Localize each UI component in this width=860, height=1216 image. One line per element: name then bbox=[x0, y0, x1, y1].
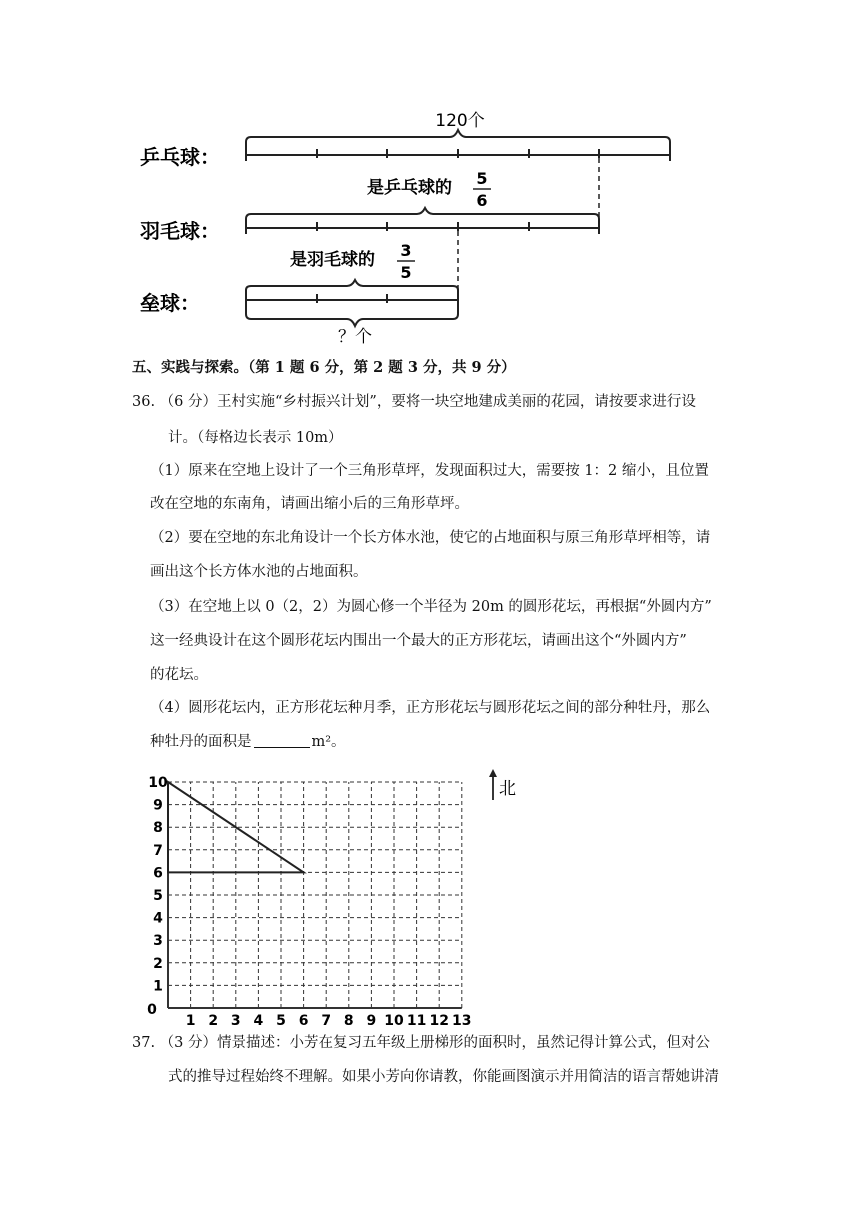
softball-bar bbox=[246, 294, 458, 306]
q36-part3-line1: （3）在空地上以 0（2，2）为圆心修一个半径为 20m 的圆形花坛，再根据“外圆内方” bbox=[150, 599, 712, 615]
y-tick-label: 2 bbox=[153, 955, 163, 972]
relation2-denominator: 5 bbox=[400, 263, 412, 282]
q36-line2: 计。（每格边长表示 10m） bbox=[168, 430, 343, 446]
grid-labels bbox=[147, 775, 471, 1026]
y-tick-label: 3 bbox=[153, 933, 163, 950]
q36-part4-prefix: 种牡丹的面积是 bbox=[150, 734, 252, 750]
q36-part1-line2: 改在空地的东南角，请画出缩小后的三角形草坪。 bbox=[150, 496, 469, 512]
badminton-brace bbox=[246, 208, 599, 226]
q36-part3-line2: 这一经典设计在这个圆形花坛内围出一个最大的正方形花坛，请画出这个“外圆内方” bbox=[150, 633, 687, 649]
x-tick-label: 13 bbox=[452, 1013, 472, 1026]
y-tick-label: 1 bbox=[153, 978, 163, 995]
badminton-bar bbox=[246, 222, 599, 234]
x-tick-label: 6 bbox=[298, 1013, 309, 1026]
x-tick-label: 7 bbox=[321, 1013, 332, 1026]
x-tick-label: 8 bbox=[343, 1013, 354, 1026]
x-tick-label: 4 bbox=[253, 1013, 264, 1026]
pingpong-bar bbox=[246, 149, 670, 161]
q36-part4-line1: （4）圆形花坛内，正方形花坛种月季，正方形花坛与圆形花坛之间的部分种牡丹，那么 bbox=[150, 700, 711, 716]
x-tick-label: 5 bbox=[276, 1013, 286, 1026]
q36-part2-line1: （2）要在空地的东北角设计一个长方体水池，使它的占地面积与原三角形草坪相等，请 bbox=[150, 530, 711, 546]
y-tick-label: 5 bbox=[153, 888, 163, 904]
y-tick-label: 6 bbox=[153, 865, 163, 882]
relation2-numerator: 3 bbox=[400, 241, 412, 260]
answer-blank[interactable] bbox=[254, 733, 310, 748]
grid-lines bbox=[168, 782, 462, 1008]
fraction-bar-diagram bbox=[130, 100, 690, 350]
x-tick-label: 3 bbox=[230, 1013, 241, 1026]
relation1-numerator: 5 bbox=[476, 169, 488, 188]
relation1-denominator: 6 bbox=[476, 191, 488, 210]
q36-part2-line2: 画出这个长方体水池的占地面积。 bbox=[150, 564, 368, 580]
q36-part1-line1: （1）原来在空地上设计了一个三角形草坪，发现面积过大，需要按 1：2 缩小，且位置 bbox=[150, 463, 709, 479]
q37-line1: 37. （3 分）情景描述：小芳在复习五年级上册梯形的面积时，虽然记得计算公式，但对公 bbox=[132, 1035, 710, 1051]
top-brace bbox=[246, 130, 670, 152]
x-tick-label: 11 bbox=[406, 1013, 427, 1026]
q36-part3-line3: 的花坛。 bbox=[150, 667, 208, 683]
softball-top-brace bbox=[246, 280, 458, 296]
label-softball: 垒球： bbox=[140, 291, 200, 315]
x-tick-label: 0 bbox=[147, 1002, 157, 1018]
y-tick-label: 4 bbox=[153, 910, 163, 927]
softball-bottom-brace bbox=[246, 306, 458, 326]
label-badminton: 羽毛球： bbox=[140, 219, 220, 243]
unknown-count-label: ？个 bbox=[338, 327, 372, 347]
north-arrow-icon bbox=[489, 769, 497, 800]
section5-heading: 五、实践与探索。（第 1 题 6 分，第 2 题 3 分，共 9 分） bbox=[132, 359, 516, 376]
north-label: 北 bbox=[499, 779, 516, 799]
y-tick-label: 10 bbox=[148, 775, 168, 791]
q37-line2: 式的推导过程始终不理解。如果小芳向你请教，你能画图演示并用简洁的语言帮她讲清 bbox=[168, 1069, 719, 1085]
x-tick-label: 12 bbox=[429, 1013, 449, 1026]
q36-line1: 36. （6 分）王村实施“乡村振兴计划”，要将一块空地建成美丽的花园，请按要求进行设 bbox=[132, 394, 696, 410]
relation2-text: 是羽毛球的 bbox=[290, 250, 375, 270]
coordinate-grid bbox=[140, 764, 520, 1026]
x-tick-label: 10 bbox=[384, 1013, 404, 1026]
x-tick-label: 9 bbox=[366, 1013, 377, 1026]
x-tick-label: 2 bbox=[208, 1013, 219, 1026]
q36-part4-unit: m²。 bbox=[311, 734, 346, 750]
relation1-text: 是乒乓球的 bbox=[367, 178, 452, 198]
y-tick-label: 7 bbox=[153, 842, 163, 859]
y-tick-label: 9 bbox=[153, 797, 163, 814]
y-tick-label: 8 bbox=[153, 820, 163, 837]
top-total-label: 120个 bbox=[435, 111, 485, 131]
x-tick-label: 1 bbox=[185, 1013, 196, 1026]
label-pingpong: 乒乓球： bbox=[140, 145, 220, 169]
q36-part4-line2 bbox=[150, 732, 346, 752]
